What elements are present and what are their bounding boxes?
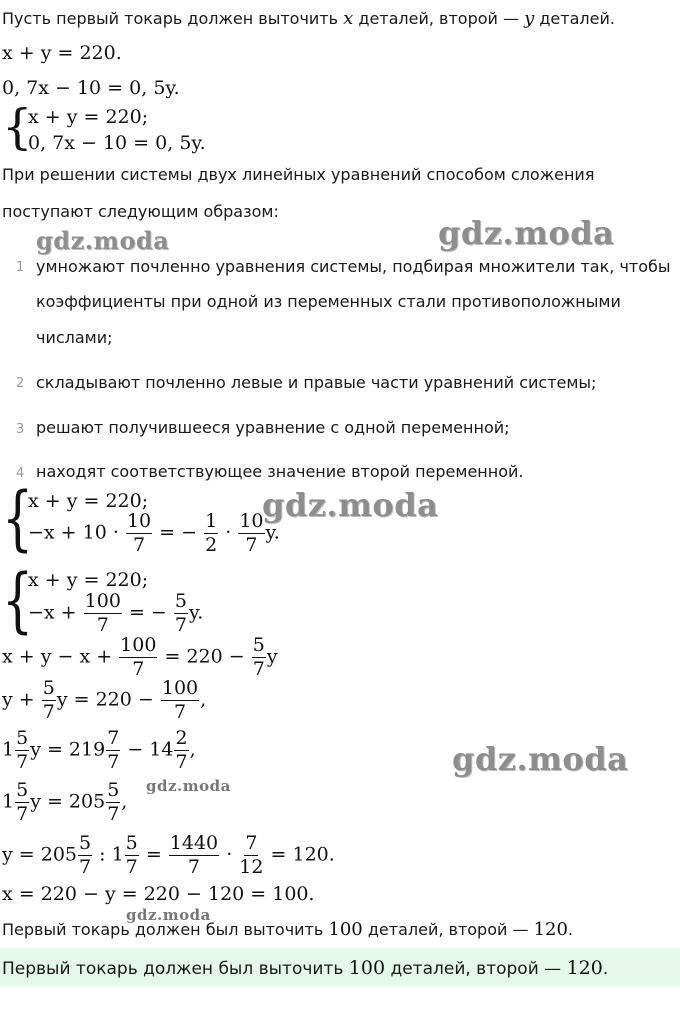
fraction: $\frac{5}{7}$ (174, 590, 187, 636)
calc-line: y = 205 $\frac{5}{7}$ : 1 $\frac{5}{7}$ = $\frac{1440}{7}$ · $\frac{7}{12}$ = 120. (2, 832, 335, 878)
calc-line: 1 $\frac{5}{7}$ y = 219 $\frac{7}{7}$ − 14 $\frac{2}{7}$ , (2, 727, 196, 773)
conclusion-text: Первый токарь должен был выточить 100 деталей, второй — 120. (2, 919, 574, 940)
fraction: $\frac{5}{7}$ (79, 832, 92, 878)
fraction: $\frac{7}{12}$ (239, 832, 264, 878)
fraction: $\frac{2}{7}$ (175, 727, 188, 773)
step-text: коэффициенты при одной из переменных стали противоположными (36, 292, 621, 311)
system3-eq1: x + y = 220; (28, 569, 149, 591)
equation-relation: 0, 7x − 10 = 0, 5y. (2, 77, 180, 99)
calc-line: y + $\frac{5}{7}$ y = 220 − $\frac{100}{7}$ , (2, 677, 207, 723)
watermark: gdz.moda (126, 906, 211, 924)
step-text: числами; (36, 328, 113, 347)
calc-line: x = 220 − y = 220 − 120 = 100. (2, 883, 315, 905)
fraction: $\frac{100}{7}$ (161, 677, 199, 723)
step-number: 4 (16, 466, 25, 481)
fraction: $\frac{5}{7}$ (125, 832, 138, 878)
system-brace: { (2, 559, 34, 641)
watermark: gdz.moda (438, 214, 615, 252)
step-number: 1 (16, 260, 25, 275)
fraction: $\frac{10}{7}$ (126, 510, 152, 556)
watermark: gdz.moda (36, 226, 170, 255)
step-text: умножают почленно уравнения системы, подбирая множители так, чтобы (36, 257, 671, 276)
watermark: gdz.moda (452, 740, 629, 778)
fraction: $\frac{5}{7}$ (107, 779, 120, 825)
fraction: $\frac{100}{7}$ (84, 590, 121, 636)
system-brace: { (2, 477, 34, 559)
fraction: $\frac{100}{7}$ (120, 634, 157, 680)
equation-sum: x + y = 220. (2, 42, 122, 64)
system3-eq2: −x + $\frac{100}{7}$ = − $\frac{5}{7}$ y. (28, 590, 204, 636)
intro-text: Пусть первый токарь должен выточить x деталей, второй — y деталей. (2, 8, 615, 29)
system2-eq2: −x + 10 · $\frac{10}{7}$ = − $\frac{1}{2}$ · $\frac{10}{7}$ y. (28, 510, 280, 556)
step-text: складывают почленно левые и правые части уравнений системы; (36, 373, 597, 392)
system1-eq2: 0, 7x − 10 = 0, 5y. (28, 132, 206, 154)
fraction: $\frac{5}{7}$ (252, 634, 265, 680)
watermark: gdz.moda (262, 486, 439, 524)
fraction: $\frac{1}{2}$ (205, 510, 218, 556)
fraction: $\frac{5}{7}$ (42, 677, 55, 723)
fraction: $\frac{10}{7}$ (239, 510, 264, 556)
step-number: 3 (16, 422, 25, 437)
method-line1: При решении системы двух линейных уравнений способом сложения (2, 165, 595, 184)
fraction: $\frac{5}{7}$ (16, 779, 29, 825)
step-text: находят соответствующее значение второй переменной. (36, 462, 524, 481)
system2-eq1: x + y = 220; (28, 490, 149, 512)
fraction: $\frac{5}{7}$ (16, 727, 29, 773)
system1-eq1: x + y = 220; (28, 106, 149, 128)
fraction: $\frac{1440}{7}$ (169, 832, 219, 878)
watermark: gdz.moda (146, 777, 231, 795)
system-brace: { (2, 99, 33, 155)
calc-line: 1 $\frac{5}{7}$ y = 205 $\frac{5}{7}$ , (2, 779, 128, 825)
step-number: 2 (16, 376, 25, 391)
calc-line: x + y − x + $\frac{100}{7}$ = 220 − $\frac{5}{7}$ y (2, 634, 278, 680)
step-text: решают получившееся уравнение с одной переменной; (36, 418, 510, 437)
answer-text: Первый токарь должен был выточить 100 деталей, второй — 120. (2, 957, 609, 979)
fraction: $\frac{7}{7}$ (107, 727, 120, 773)
method-line2: поступают следующим образом: (2, 202, 279, 221)
